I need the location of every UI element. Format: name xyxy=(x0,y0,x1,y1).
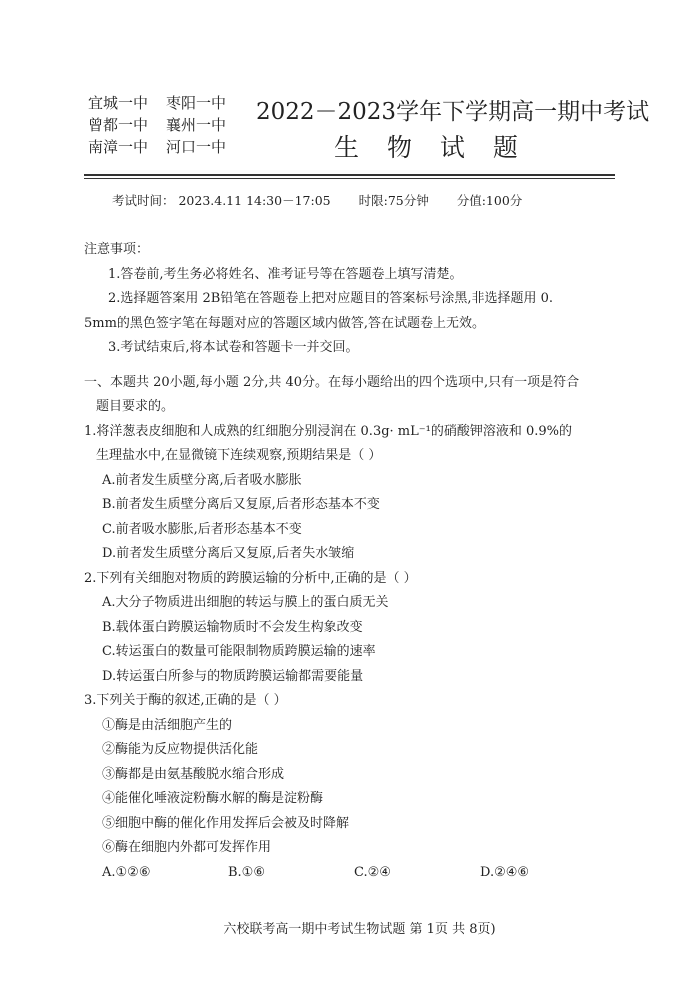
exam-time: 考试时间： 2023.4.11 14:30－17:05 xyxy=(112,193,331,208)
question-3-answers xyxy=(84,861,624,886)
exam-duration: 时限:75分钟 xyxy=(358,193,429,208)
exam-score: 分值:100分 xyxy=(456,193,523,208)
section-instruction: 一、本题共 20小题,每小题 2分,共 40分。在每小题给出的四个选项中,只有一项是符合 xyxy=(84,374,580,390)
header-divider-thin xyxy=(84,178,615,179)
page-footer: 六校联考高一期中考试生物试题 第 1页 共 8页) xyxy=(223,922,496,937)
school-name: 襄州一中 xyxy=(166,116,227,134)
question-2-option-a: A.大分子物质进出细胞的转运与膜上的蛋白质无关 xyxy=(102,595,389,610)
school-name: 南漳一中 xyxy=(88,138,149,156)
school-name: 河口一中 xyxy=(166,138,227,156)
question-1-stem-continued: 生理盐水中,在显微镜下连续观察,预期结果是（ ） xyxy=(96,448,382,463)
question-2-stem: 2.下列有关细胞对物质的跨膜运输的分析中,正确的是（ ） xyxy=(84,570,417,586)
notes-heading: 注意事项： xyxy=(84,242,150,257)
question-3-statement: ⑤细胞中酶的催化作用发挥后会被及时降解 xyxy=(102,815,350,831)
header-divider-thick xyxy=(84,174,615,176)
school-row xyxy=(88,114,244,136)
question-3-statement: ②酶能为反应物提供活化能 xyxy=(102,742,259,757)
question-1-option-a: A.前者发生质壁分离,后者吸水膨胀 xyxy=(102,472,302,488)
question-1-option-d: D.前者发生质壁分离后又复原,后者失水皱缩 xyxy=(102,546,355,561)
question-3-option-d: D.②④⑥ xyxy=(480,864,530,880)
question-2-option-c: C.转运蛋白的数量可能限制物质跨膜运输的速率 xyxy=(102,644,376,659)
exam-title: 2022－2023学年下学期高一期中考试 xyxy=(256,99,650,125)
question-1-option-c: C.前者吸水膨胀,后者形态基本不变 xyxy=(102,521,302,537)
note-item: 1.答卷前,考生务必将姓名、准考证号等在答题卷上填写清楚。 xyxy=(108,266,463,282)
school-row xyxy=(88,136,244,158)
question-3-statement: ③酶都是由氨基酸脱水缩合形成 xyxy=(102,766,285,782)
question-2-option-b: B.载体蛋白跨膜运输物质时不会发生构象改变 xyxy=(102,619,363,635)
question-3-statement: ④能催化唾液淀粉酶水解的酶是淀粉酶 xyxy=(102,791,324,806)
section-instruction-continued: 题目要求的。 xyxy=(96,399,175,414)
question-3-option-c: C.②④ xyxy=(354,864,391,880)
question-3-statement: ⑥酶在细胞内外都可发挥作用 xyxy=(102,840,272,855)
exam-info xyxy=(112,191,546,209)
school-list xyxy=(88,92,244,158)
question-1-option-b: B.前者发生质壁分离后又复原,后者形态基本不变 xyxy=(102,497,380,512)
document-body xyxy=(84,238,624,885)
school-name: 枣阳一中 xyxy=(166,94,227,112)
question-3-stem: 3.下列关于酶的叙述,正确的是（ ） xyxy=(84,693,287,708)
note-item: 2.选择题答案用 2B铅笔在答题卷上把对应题目的答案标号涂黑,非选择题用 0. xyxy=(108,291,554,306)
school-name: 曾都一中 xyxy=(88,116,149,134)
question-3-option-b: B.①⑥ xyxy=(228,864,265,880)
question-3-option-a: A.①②⑥ xyxy=(102,864,151,880)
school-row xyxy=(88,92,244,114)
note-item-continued: 5mm的黑色签字笔在每题对应的答题区域内做答,答在试题卷上无效。 xyxy=(84,315,486,331)
exam-subtitle: 生 物 试 题 xyxy=(334,133,528,162)
question-1-stem: 1.将洋葱表皮细胞和人成熟的红细胞分别浸润在 0.3g· mL⁻¹的硝酸钾溶液和 0.9%的 xyxy=(84,423,572,439)
question-3-statement: ①酶是由活细胞产生的 xyxy=(102,717,233,733)
question-2-option-d: D.转运蛋白所参与的物质跨膜运输都需要能量 xyxy=(102,668,364,684)
note-item: 3.考试结束后,将本试卷和答题卡一并交回。 xyxy=(108,340,359,355)
school-name: 宜城一中 xyxy=(88,94,149,112)
